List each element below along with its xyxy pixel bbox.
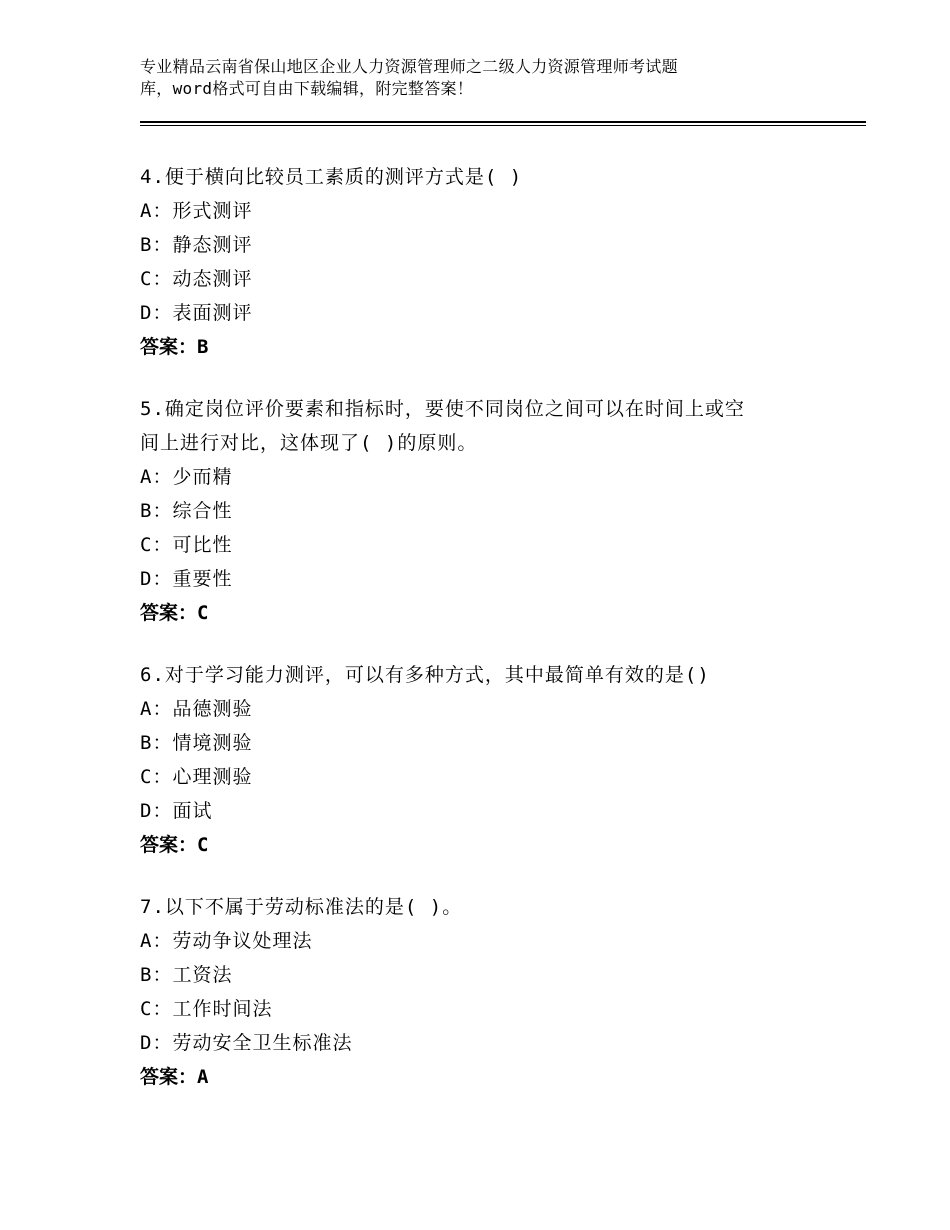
question-7	[140, 890, 840, 1094]
option-b: B：情境测验	[140, 732, 253, 754]
option-a: A：少而精	[140, 466, 233, 488]
option-b: B：工资法	[140, 964, 233, 986]
option-d: D：重要性	[140, 568, 233, 590]
option-d: D：面试	[140, 800, 213, 822]
option-b: B：静态测评	[140, 234, 253, 256]
header-divider-thin	[140, 125, 866, 126]
option-a: A：形式测评	[140, 200, 253, 222]
option-d: D：表面测评	[140, 302, 253, 324]
option-a: A：品德测验	[140, 698, 253, 720]
option-c: C：可比性	[140, 534, 233, 556]
header-title-line-2: 库，word格式可自由下载编辑，附完整答案！	[140, 79, 474, 98]
option-b: B：综合性	[140, 500, 233, 522]
question-stem-continued: 间上进行对比，这体现了( )的原则。	[140, 432, 478, 454]
question-stem: 7.以下不属于劳动标准法的是( )。	[140, 896, 463, 918]
question-5	[140, 392, 840, 630]
option-c: C：工作时间法	[140, 998, 273, 1020]
answer-label: 答案：A	[140, 1066, 209, 1088]
question-stem: 4.便于横向比较员工素质的测评方式是( )	[140, 166, 523, 188]
answer-label: 答案：C	[140, 602, 209, 624]
answer-label: 答案：C	[140, 834, 209, 856]
document-header	[140, 56, 840, 100]
header-divider-thick	[140, 121, 866, 123]
header-title-line-1: 专业精品云南省保山地区企业人力资源管理师之二级人力资源管理师考试题	[140, 57, 678, 76]
question-stem: 5.确定岗位评价要素和指标时，要使不同岗位之间可以在时间上或空	[140, 398, 745, 420]
option-c: C：心理测验	[140, 766, 253, 788]
question-list	[140, 160, 840, 1122]
question-4	[140, 160, 840, 364]
option-c: C：动态测评	[140, 268, 253, 290]
answer-label: 答案：B	[140, 336, 209, 358]
question-stem: 6.对于学习能力测评，可以有多种方式，其中最简单有效的是()	[140, 664, 710, 686]
option-d: D：劳动安全卫生标准法	[140, 1032, 353, 1054]
question-6	[140, 658, 840, 862]
option-a: A：劳动争议处理法	[140, 930, 313, 952]
